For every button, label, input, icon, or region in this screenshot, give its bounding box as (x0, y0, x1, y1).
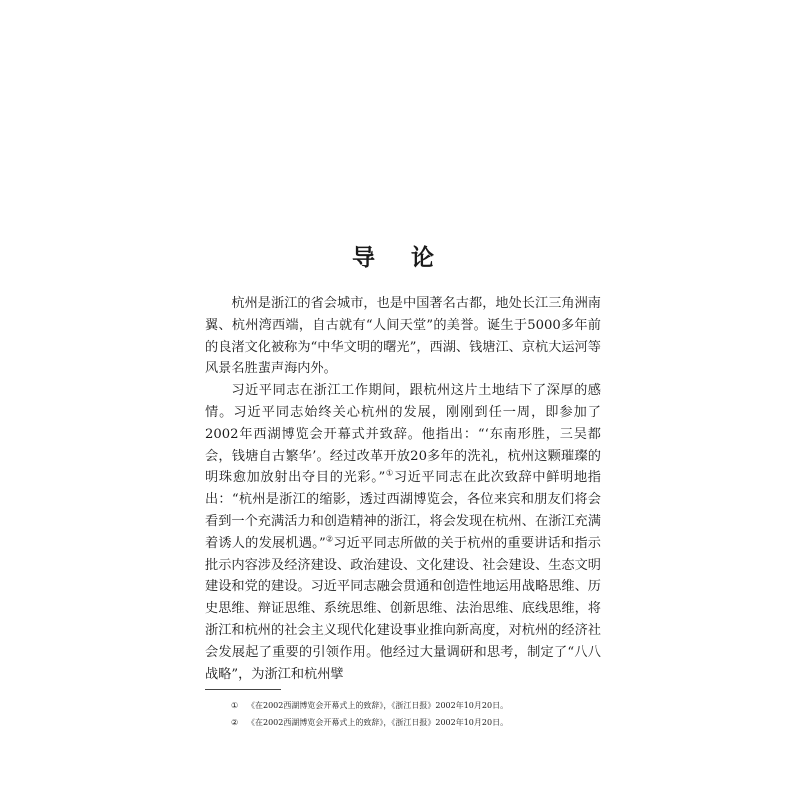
footnote-text: 《在2002西湖博览会开幕式上的致辞》，《浙江日报》2002年10月20日。 (247, 718, 509, 727)
paragraph-text-segment: 习近平同志所做的关于杭州的重要讲话和指示批示内容涉及经济建设、政治建设、文化建设、社会建设、生态文明建设和党的建设。习近平同志融会贯通和创造性地运用战略思维、历史思维、辩证思维、系统思维、创新思维、法治思维、底线思维，将浙江和杭州的社会主义现代化建设事业推向新高度，对杭州的经济社会发展起了重要的引领作用。他经过大量调研和思考，制定了“八八战略”，为浙江和杭州擘 (205, 535, 601, 682)
footnote-1 (231, 697, 601, 714)
footnote-2 (231, 714, 601, 731)
footnote-number: ① (231, 701, 239, 710)
body-text (205, 293, 601, 685)
footnotes (231, 697, 601, 731)
footnote-ref-1[interactable]: ① (385, 468, 394, 478)
chapter-title: 导 论 (351, 245, 448, 272)
paragraph-intro: 杭州是浙江的省会城市，也是中国著名古都，地处长江三角洲南翼、杭州湾西端，自古就有“人间天堂”的美誉。诞生于5000多年前的良渚文化被称为“中华文明的曙光”，西湖、钱塘江、京杭大运河等风景名胜蜚声海内外。 (205, 296, 601, 377)
footnote-number: ② (231, 718, 239, 727)
paragraph-text-segment: 习近平同志在此次致辞中鲜明地指出：“杭州是浙江的缩影，透过西湖博览会，各位来宾和朋友们将会看到一个充满活力和创造精神的浙江，将会发现在杭州、在浙江充满着诱人的发展机遇。” (205, 470, 601, 551)
paragraph-text-segment: 习近平同志在浙江工作期间，跟杭州这片土地结下了深厚的感情。习近平同志始终关心杭州的发展，刚刚到任一周，即参加了2002年西湖博览会开幕式并致辞。他指出：“‘东南形胜，三吴都会，钱塘自古繁华’。经过改革开放20多年的洗礼，杭州这颗璀璨的明珠愈加放射出夺目的光彩。” (205, 383, 601, 486)
footnote-ref-2[interactable]: ② (325, 534, 334, 544)
footnote-text: 《在2002西湖博览会开幕式上的致辞》，《浙江日报》2002年10月20日。 (247, 701, 509, 710)
footnote-divider (205, 689, 281, 690)
paragraph-main (205, 380, 601, 685)
